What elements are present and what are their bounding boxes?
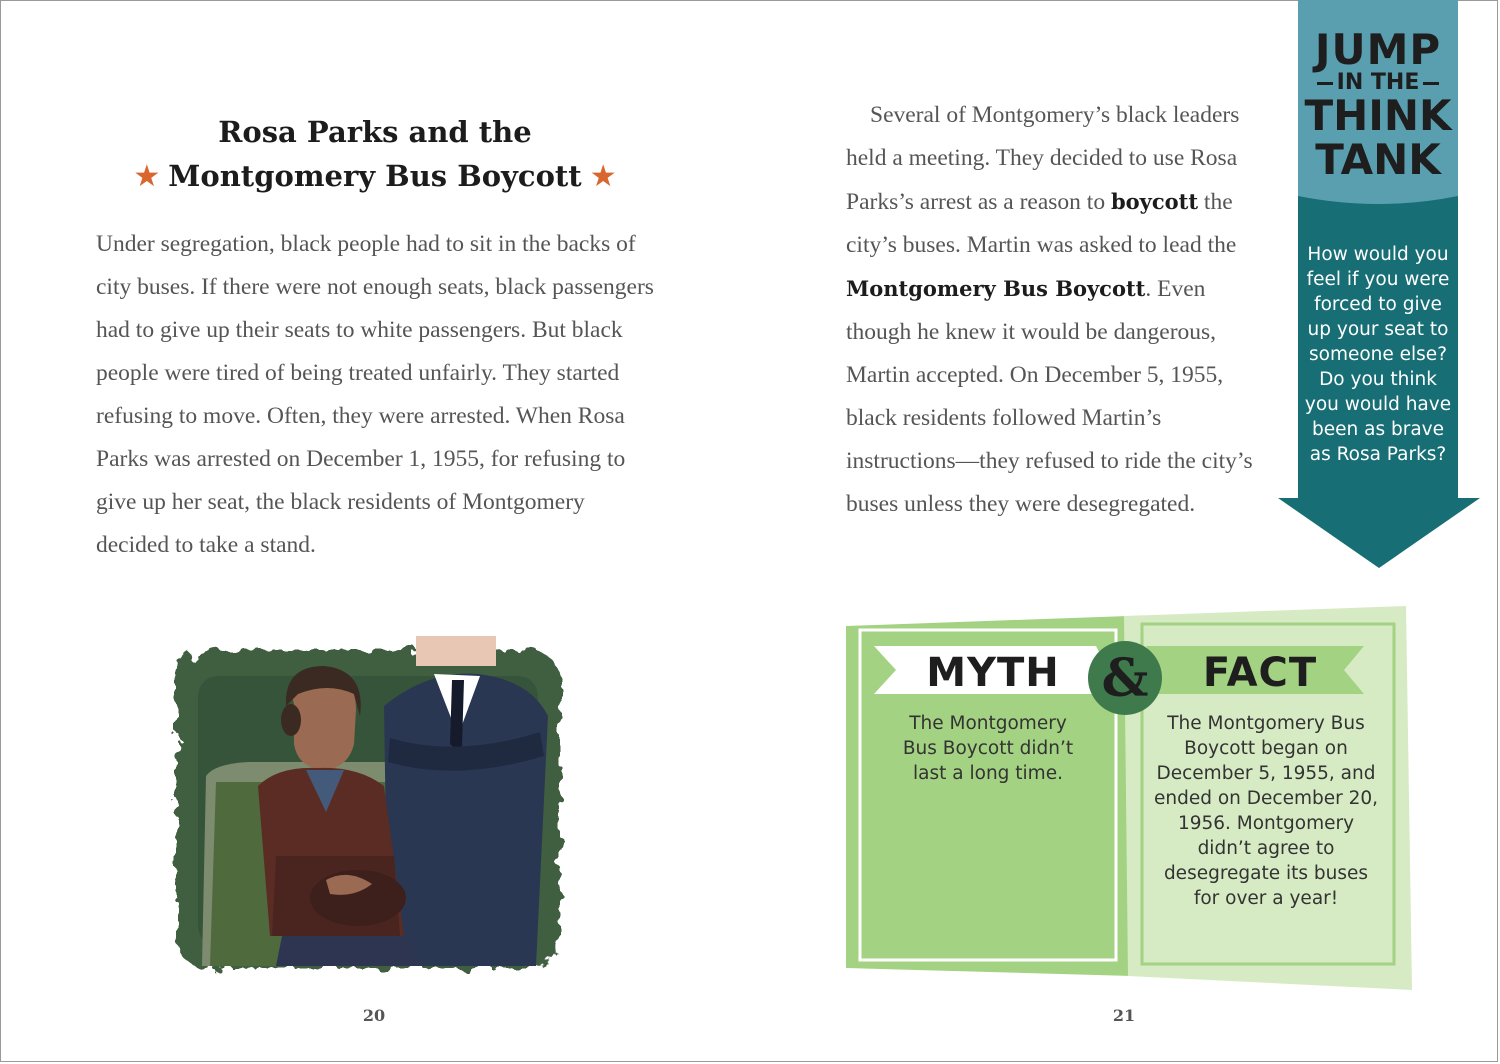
fact-label: FACT (1202, 650, 1318, 696)
myth-label: MYTH (926, 650, 1060, 696)
left-body-text (96, 223, 656, 567)
think-tank-heading: JUMP IN THE THINK TANK (1298, 28, 1458, 182)
bold-term-bus-boycott: Montgomery Bus Boycott (846, 276, 1146, 301)
page-number-left: 20 (362, 1006, 386, 1025)
myth-text: The Montgomery Bus Boycott didn’t last a long time. (902, 713, 1074, 784)
think-tank-question: How would you feel if you were forced to give up your seat to someone else? Do you think you would have been as brave as Rosa Parks? (1304, 244, 1452, 465)
right-paragraph: Several of Montgomery’s black leaders held a meeting. They decided to use Rosa Parks’s arrest as a reason to boycott the city’s buses. Martin was asked to lead the Montgomery Bus Boycott. Even though he knew it would be dangerous, Martin accepted. On December 5, 1955, black residents followed Martin’s instructions—they refused to ride the city’s buses unless they were desegregated. (846, 102, 1253, 517)
section-title (90, 110, 660, 199)
left-paragraph: Under segregation, black people had to sit in the backs of city buses. If there were not enough seats, black passengers had to give up their seats to white passengers. But black people were tired of being treated unfairly. They started refusing to move. Often, they were arrested. When Rosa Parks was arrested on December 1, 1955, for refusing to give up her seat, the black residents of Montgomery decided to take a stand. (96, 231, 654, 558)
star-icon: ★ (133, 159, 161, 194)
rosa-parks-illustration (158, 636, 578, 981)
fact-text: The Montgomery Bus Boycott began on December 5, 1955, and ended on December 20, 1956. Montgomery didn’t agree to desegregate its buses for over a year! (1153, 713, 1378, 909)
title-line-2: Montgomery Bus Boycott (168, 159, 582, 193)
page-number-right: 21 (1112, 1006, 1136, 1025)
title-line-1: Rosa Parks and the (218, 115, 532, 149)
star-icon: ★ (589, 159, 617, 194)
ampersand-badge: & (1101, 648, 1149, 709)
bold-term-boycott: boycott (1110, 189, 1199, 214)
right-body-text (846, 94, 1276, 526)
